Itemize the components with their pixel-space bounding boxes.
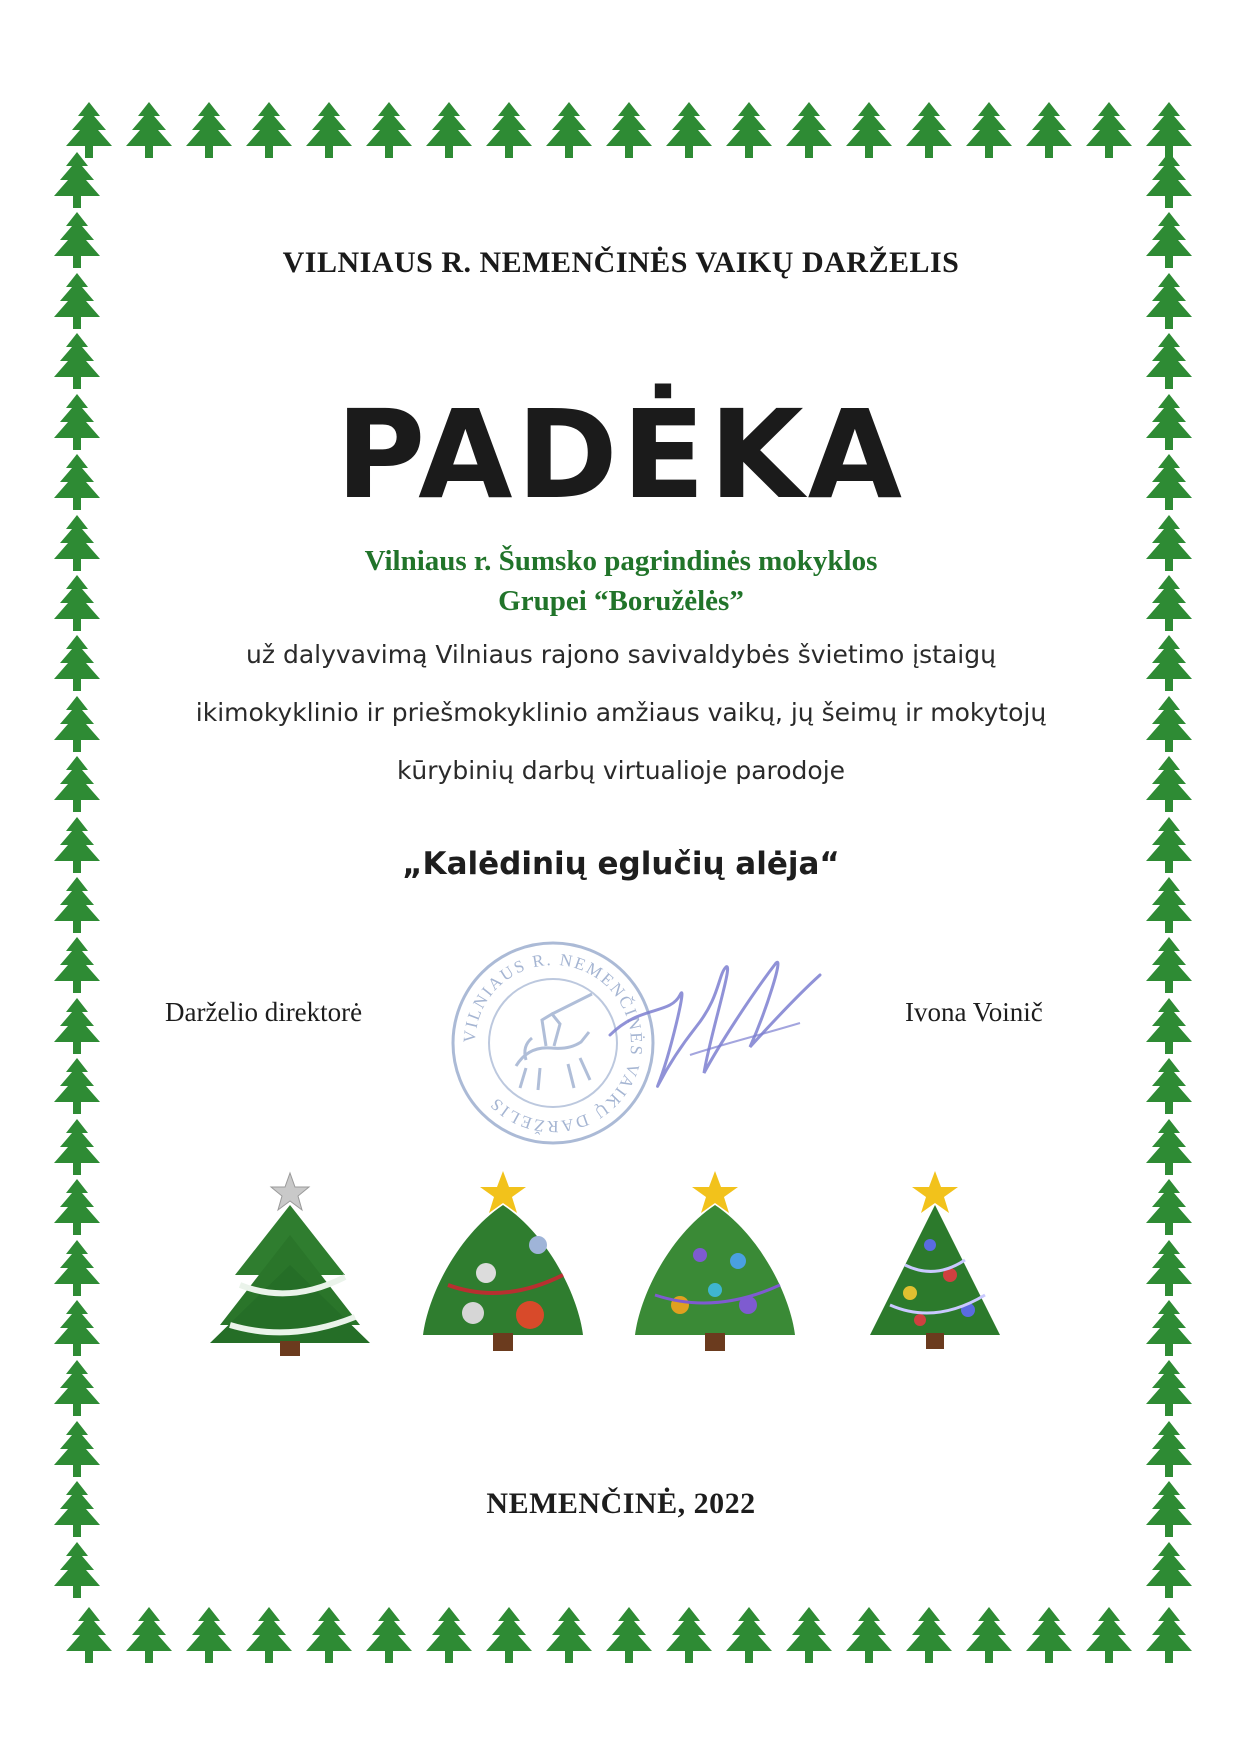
fir-tree-border-icon	[1140, 1419, 1198, 1483]
body-line-1: už dalyvavimą Vilniaus rajono savivaldybės švietimo įstaigų	[246, 640, 996, 669]
fir-tree-border-icon	[960, 1605, 1018, 1669]
fir-tree-border-icon	[48, 1298, 106, 1362]
fir-tree-border-icon	[360, 100, 418, 164]
fir-tree-border-icon	[1140, 1238, 1198, 1302]
fir-tree-border-icon	[540, 1605, 598, 1669]
fir-tree-border-icon	[420, 1605, 478, 1669]
fir-tree-border-icon	[48, 271, 106, 335]
fir-tree-border-icon	[48, 1358, 106, 1422]
gold-star-ornament-tree	[630, 1165, 800, 1360]
fir-tree-border-icon	[1080, 100, 1138, 164]
fir-tree-border-icon	[840, 100, 898, 164]
fir-tree-border-icon	[48, 150, 106, 214]
fir-tree-border-icon	[300, 100, 358, 164]
recipient-group: Grupei “Boružėlės”	[498, 585, 744, 617]
fir-tree-border-icon	[1140, 1056, 1198, 1120]
fir-tree-border-icon	[480, 100, 538, 164]
recipient-school: Vilniaus r. Šumsko pagrindinės mokyklos	[364, 545, 878, 577]
body-line-2: ikimokyklinio ir priešmokyklinio amžiaus vaikų, jų šeimų ir mokytojų	[195, 698, 1047, 727]
fir-tree-border-icon	[720, 1605, 778, 1669]
fir-tree-border-icon	[420, 100, 478, 164]
fir-tree-border-icon	[48, 1056, 106, 1120]
fir-tree-border-icon	[48, 935, 106, 999]
fir-tree-border-icon	[600, 1605, 658, 1669]
fir-tree-border-icon	[48, 875, 106, 939]
silver-star-christmas-tree	[205, 1165, 375, 1360]
fir-tree-border-icon	[180, 1605, 238, 1669]
fir-tree-border-icon	[1140, 271, 1198, 335]
fir-tree-border-icon	[1020, 1605, 1078, 1669]
fir-tree-border-icon	[1140, 875, 1198, 939]
fir-tree-border-icon	[780, 100, 838, 164]
fir-tree-border-icon	[780, 1605, 838, 1669]
fir-tree-border-icon	[1140, 1177, 1198, 1241]
fir-tree-border-icon	[240, 100, 298, 164]
fir-tree-border-icon	[48, 1177, 106, 1241]
fir-tree-border-icon	[240, 1605, 298, 1669]
fir-tree-border-icon	[48, 1117, 106, 1181]
fir-tree-border-icon	[1140, 1605, 1198, 1669]
institution-name: VILNIAUS R. NEMENČINĖS VAIKŲ DARŽELIS	[282, 246, 960, 279]
fir-tree-border-icon	[48, 1238, 106, 1302]
fir-tree-border-icon	[60, 1605, 118, 1669]
fir-tree-border-icon	[660, 100, 718, 164]
fir-tree-border-icon	[840, 1605, 898, 1669]
certificate-title: PADĖKA	[335, 384, 907, 526]
border-bottom-trees	[60, 1605, 1200, 1671]
fir-tree-border-icon	[1140, 935, 1198, 999]
place-and-date: NEMENČINĖ, 2022	[486, 1487, 756, 1520]
director-name: Ivona Voinič	[905, 997, 1043, 1027]
fir-tree-border-icon	[900, 100, 958, 164]
gold-star-ornament-tree	[418, 1165, 588, 1360]
fir-tree-border-icon	[1140, 1358, 1198, 1422]
fir-tree-border-icon	[120, 1605, 178, 1669]
fir-tree-border-icon	[48, 996, 106, 1060]
fir-tree-border-icon	[660, 1605, 718, 1669]
svg-text:VILNIAUS R. NEMENČINĖS VAIKŲ D: VILNIAUS R. NEMENČINĖS VAIKŲ DARŽELIS	[459, 949, 647, 1137]
fir-tree-border-icon	[48, 1419, 106, 1483]
vytis-emblem	[516, 994, 592, 1090]
gold-star-lights-tree	[850, 1165, 1020, 1360]
fir-tree-border-icon	[48, 1540, 106, 1604]
fir-tree-border-icon	[180, 100, 238, 164]
fir-tree-border-icon	[1140, 1117, 1198, 1181]
fir-tree-border-icon	[720, 100, 778, 164]
fir-tree-border-icon	[1140, 996, 1198, 1060]
fir-tree-border-icon	[540, 100, 598, 164]
fir-tree-border-icon	[1140, 1298, 1198, 1362]
fir-tree-border-icon	[900, 1605, 958, 1669]
body-line-3: kūrybinių darbų virtualioje parodoje	[396, 756, 846, 785]
fir-tree-border-icon	[1080, 1605, 1138, 1669]
exhibition-title: „Kalėdinių eglučių alėja“	[402, 846, 840, 882]
fir-tree-border-icon	[1140, 150, 1198, 214]
fir-tree-border-icon	[960, 100, 1018, 164]
fir-tree-border-icon	[120, 100, 178, 164]
border-top-trees	[60, 100, 1200, 166]
director-signature	[600, 935, 830, 1100]
fir-tree-border-icon	[600, 100, 658, 164]
director-title: Darželio direktorė	[165, 997, 363, 1027]
fir-tree-border-icon	[1140, 1540, 1198, 1604]
fir-tree-border-icon	[360, 1605, 418, 1669]
fir-tree-border-icon	[480, 1605, 538, 1669]
fir-tree-border-icon	[1020, 100, 1078, 164]
fir-tree-border-icon	[300, 1605, 358, 1669]
